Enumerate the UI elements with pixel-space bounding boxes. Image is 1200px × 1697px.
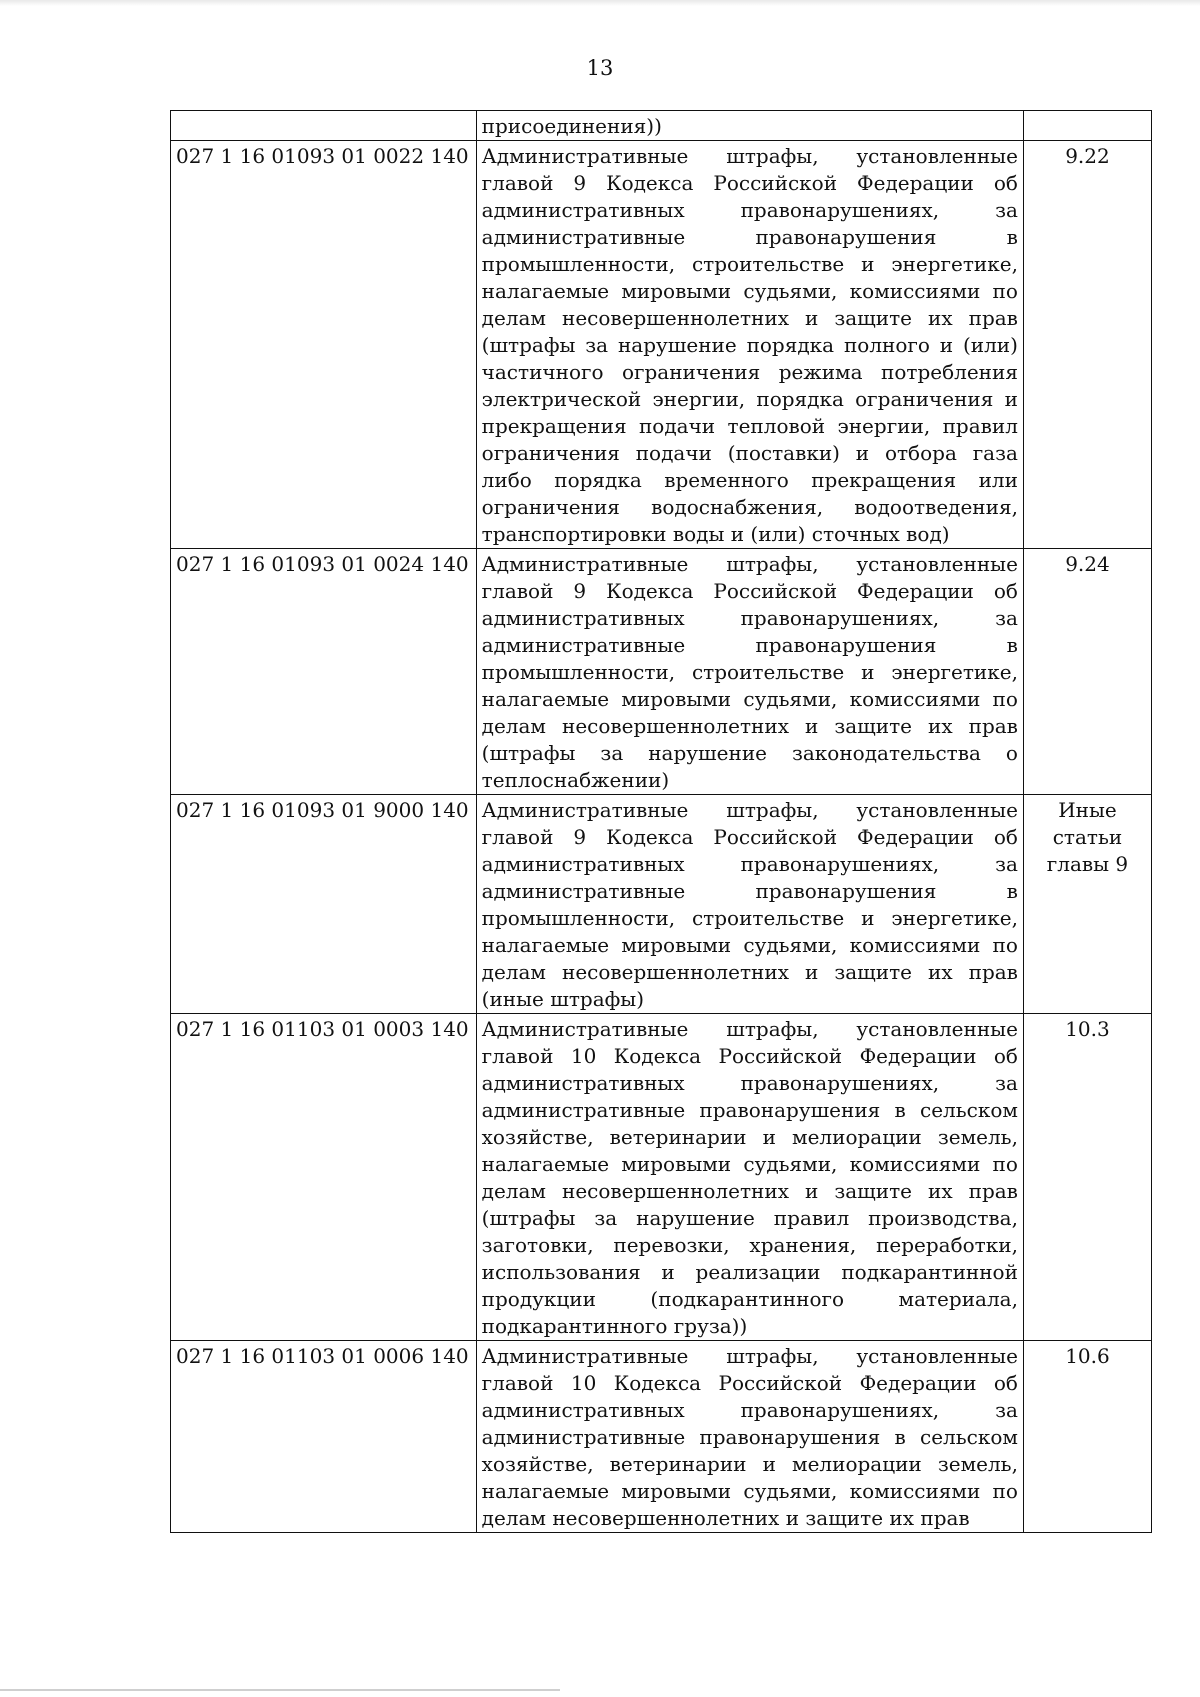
code-cell: 027 1 16 01093 01 0024 140: [171, 549, 477, 795]
table-row: [171, 795, 1152, 1014]
description-cell: Административные штрафы, установленные главой 9 Кодекса Российской Федерации об административных правонарушениях, за административные правонарушения в промышленности, строительстве и энергетике, налагаемые мировыми судьями, комиссиями по делам несовершеннолетних и защите их прав (штрафы за нарушение порядка полного и (или) частичного ограничения режима потребления электрической энергии, порядка ограничения и прекращения подачи тепловой энергии, правил ограничения подачи (поставки) и отбора газа либо порядка временного прекращения или ограничения водоснабжения, водоотведения, транспортировки воды и (или) сточных вод): [476, 141, 1023, 549]
table-row: [171, 1341, 1152, 1533]
description-cell: Административные штрафы, установленные главой 9 Кодекса Российской Федерации об административных правонарушениях, за административные правонарушения в промышленности, строительстве и энергетике, налагаемые мировыми судьями, комиссиями по делам несовершеннолетних и защите их прав (штрафы за нарушение законодательства о теплоснабжении): [476, 549, 1023, 795]
article-cell: 10.3: [1023, 1014, 1151, 1341]
code-cell: 027 1 16 01103 01 0003 140: [171, 1014, 477, 1341]
table-row: [171, 111, 1152, 141]
article-cell: 9.24: [1023, 549, 1151, 795]
description-cell: Административные штрафы, установленные главой 9 Кодекса Российской Федерации об административных правонарушениях, за административные правонарушения в промышленности, строительстве и энергетике, налагаемые мировыми судьями, комиссиями по делам несовершеннолетних и защите их прав (иные штрафы): [476, 795, 1023, 1014]
code-cell: 027 1 16 01103 01 0006 140: [171, 1341, 477, 1533]
table-row: [171, 549, 1152, 795]
description-cell: присоединения)): [476, 111, 1023, 141]
article-cell: Иные статьи главы 9: [1023, 795, 1151, 1014]
table-row: [171, 141, 1152, 549]
description-cell: Административные штрафы, установленные главой 10 Кодекса Российской Федерации об административных правонарушениях, за административные правонарушения в сельском хозяйстве, ветеринарии и мелиорации земель, налагаемые мировыми судьями, комиссиями по делам несовершеннолетних и защите их прав: [476, 1341, 1023, 1533]
code-cell: 027 1 16 01093 01 9000 140: [171, 795, 477, 1014]
scan-bottom-line: [0, 1689, 560, 1691]
table-row: [171, 1014, 1152, 1341]
scan-edge-shadow: [0, 0, 1200, 6]
code-cell: [171, 111, 477, 141]
code-cell: 027 1 16 01093 01 0022 140: [171, 141, 477, 549]
budget-code-table: [170, 110, 1152, 1533]
page-number: 13: [586, 56, 614, 80]
article-cell: 9.22: [1023, 141, 1151, 549]
article-cell: [1023, 111, 1151, 141]
description-cell: Административные штрафы, установленные главой 10 Кодекса Российской Федерации об административных правонарушениях, за административные правонарушения в сельском хозяйстве, ветеринарии и мелиорации земель, налагаемые мировыми судьями, комиссиями по делам несовершеннолетних и защите их прав (штрафы за нарушение правил производства, заготовки, перевозки, хранения, переработки, использования и реализации подкарантинной продукции (подкарантинного материала, подкарантинного груза)): [476, 1014, 1023, 1341]
article-cell: 10.6: [1023, 1341, 1151, 1533]
